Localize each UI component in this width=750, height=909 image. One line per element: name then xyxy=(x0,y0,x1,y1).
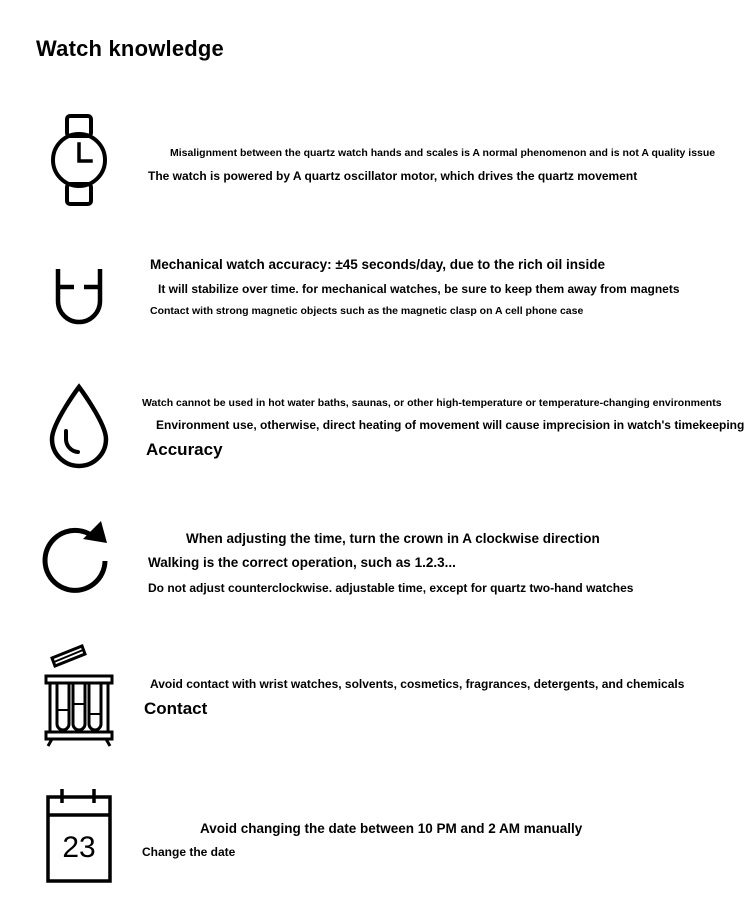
section-contact-heading: Contact xyxy=(144,699,208,719)
section-date-text xyxy=(140,820,740,860)
section-magnet-line-2: It will stabilize over time. for mechanical watches, be sure to keep them away from magnets xyxy=(158,282,680,297)
section-water-line-1: Watch cannot be used in hot water baths, saunas, or other high-temperature or temperature-changing environments xyxy=(142,397,722,409)
water-drop-icon xyxy=(36,378,122,476)
calendar-icon xyxy=(36,782,122,892)
test-tube-rack-icon xyxy=(36,638,122,752)
section-watch-line-2: The watch is powered by A quartz oscillator motor, which drives the quartz movement xyxy=(148,169,638,184)
clockwise-arrow-icon xyxy=(36,512,122,608)
section-magnet-line-3: Contact with strong magnetic objects such as the magnetic clasp on A cell phone case xyxy=(150,305,584,318)
wrist-watch-icon xyxy=(36,110,122,210)
section-water-text xyxy=(140,396,745,462)
section-contact-line-1: Avoid contact with wrist watches, solvents, cosmetics, fragrances, detergents, and chemicals xyxy=(150,677,685,691)
section-date-line-1: Avoid changing the date between 10 PM and 2 AM manually xyxy=(200,821,583,836)
magnet-icon xyxy=(36,252,122,342)
section-water-heading: Accuracy xyxy=(146,440,223,460)
section-watch-line-1: Misalignment between the quartz watch hands and scales is A normal phenomenon and is not A quality issue xyxy=(170,147,716,159)
section-magnet-text xyxy=(140,256,740,319)
section-crown-text xyxy=(140,530,740,597)
section-crown-line-1: When adjusting the time, turn the crown in A clockwise direction xyxy=(186,531,600,546)
page-title: Watch knowledge xyxy=(36,36,224,61)
section-water-line-2: Environment use, otherwise, direct heating of movement will cause imprecision in watch's timekeeping xyxy=(156,418,745,433)
section-date-line-2: Change the date xyxy=(142,845,236,860)
section-crown-line-2: Walking is the correct operation, such as 1.2.3... xyxy=(148,555,456,571)
section-watch-text xyxy=(140,146,740,184)
section-magnet-line-1: Mechanical watch accuracy: ±45 seconds/day, due to the rich oil inside xyxy=(150,257,606,272)
section-crown-line-3: Do not adjust counterclockwise. adjustable time, except for quartz two-hand watches xyxy=(148,581,634,596)
section-contact-text xyxy=(140,676,740,721)
calendar-day-number: 23 xyxy=(62,831,96,864)
